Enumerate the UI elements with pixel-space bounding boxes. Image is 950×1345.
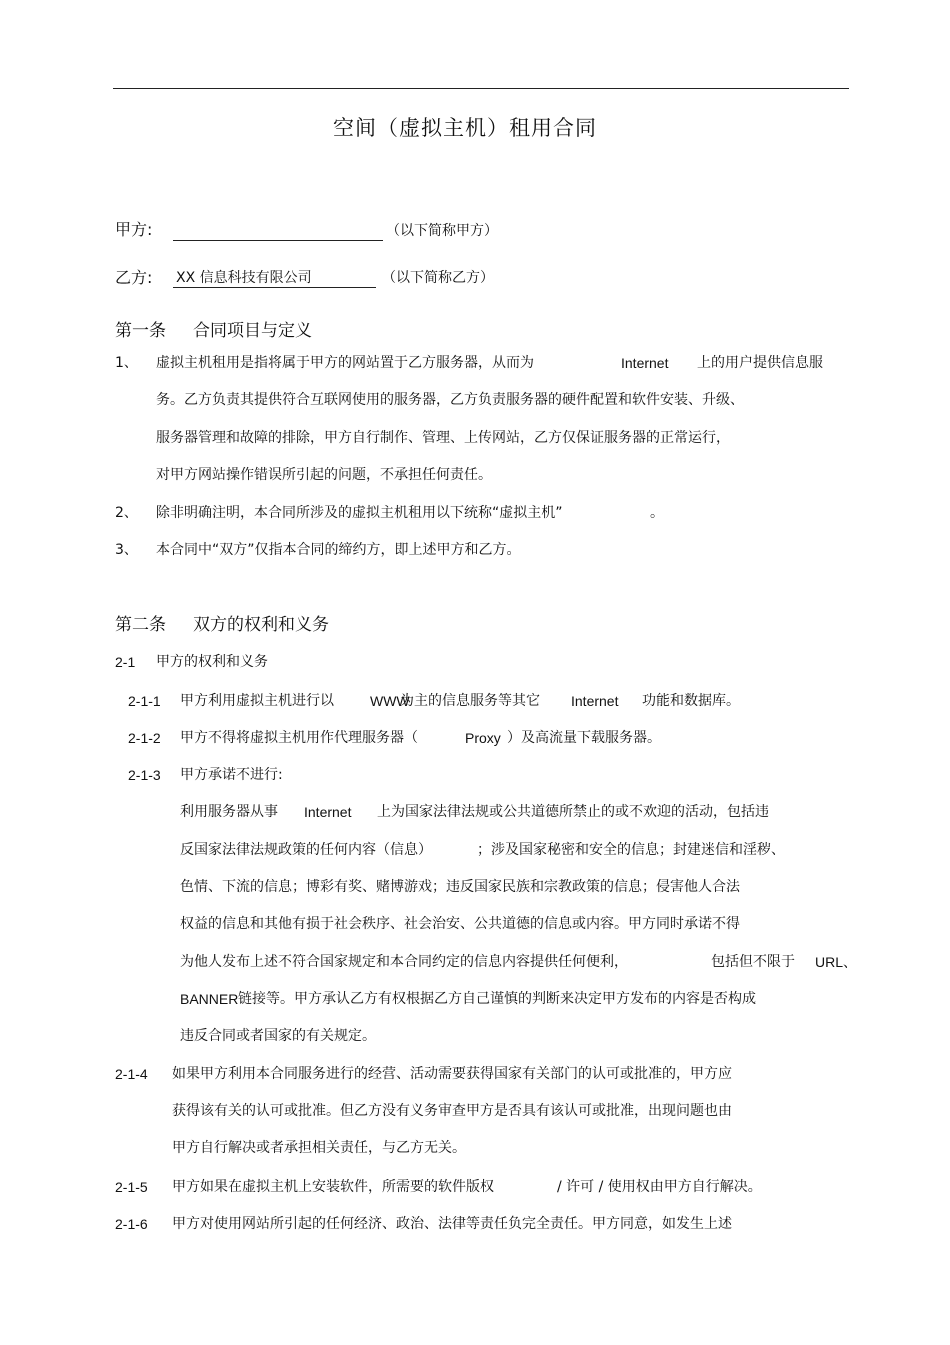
item-1-text-a: 虚拟主机租用是指将属于甲方的网站置于乙方服务器，从而为	[156, 355, 534, 371]
clause-2-1-5-number: 2-1-5	[115, 1179, 148, 1195]
clause-2-1-1-text-e: 功能和数据库。	[642, 693, 740, 709]
clause-2-1-3-line-7: 违反合同或者国家的有关规定。	[180, 1028, 376, 1044]
party-b-underline	[173, 287, 376, 288]
section-2-1-title: 甲方的权利和义务	[156, 654, 268, 670]
item-2-text: 除非明确注明，本合同所涉及的虚拟主机租用以下统称“虚拟主机”	[156, 505, 563, 521]
clause-2-1-3-line-4: 权益的信息和其他有损于社会秩序、社会治安、公共道德的信息或内容。甲方同时承诺不得	[180, 916, 740, 932]
clause-2-1-5-text-b: / 许可 / 使用权由甲方自行解决。	[557, 1179, 762, 1195]
item-3-text: 本合同中“双方”仅指本合同的缔约方，即上述甲方和乙方。	[156, 542, 521, 558]
clause-2-1-2-text-b: Proxy	[465, 730, 501, 746]
clause-2-1-3-line-6a: BANNER	[180, 991, 239, 1007]
party-b-label: 乙方:	[115, 268, 153, 287]
clause-2-1-3-line-5c: URL、	[815, 954, 858, 970]
item-3-number: 3、	[115, 542, 138, 558]
clause-2-1-1-number: 2-1-1	[128, 693, 161, 709]
item-1-line-2: 务。乙方负责其提供符合互联网使用的服务器，乙方负责服务器的硬件配置和软件安装、升级、	[156, 392, 744, 408]
clause-2-1-4-number: 2-1-4	[115, 1066, 148, 1082]
clause-2-1-4-line-2: 获得该有关的认可或批准。但乙方没有义务审查甲方是否具有该认可或批准，出现问题也由	[172, 1103, 732, 1119]
clause-2-1-3-line-1b: Internet	[304, 804, 352, 820]
article-2-title: 双方的权利和义务	[193, 615, 329, 635]
party-a-suffix: （以下简称甲方）	[386, 223, 498, 239]
item-1-line-3: 服务器管理和故障的排除，甲方自行制作、管理、上传网站，乙方仅保证服务器的正常运行，	[156, 430, 730, 446]
party-b-suffix: （以下简称乙方）	[382, 270, 494, 286]
item-2-period: 。	[650, 505, 664, 521]
party-a-blank-line	[173, 240, 383, 241]
clause-2-1-4-line-3: 甲方自行解决或者承担相关责任，与乙方无关。	[172, 1140, 466, 1156]
clause-2-1-1-text-d: Internet	[571, 693, 619, 709]
clause-2-1-3-line-1c: 上为国家法律法规或公共道德所禁止的或不欢迎的活动，包括违	[377, 804, 769, 820]
item-1-number: 1、	[115, 355, 138, 371]
clause-2-1-3-line-3: 色情、下流的信息；博彩有奖、赌博游戏；违反国家民族和宗教政策的信息；侵害他人合法	[180, 879, 740, 895]
item-1-text-b: Internet	[621, 355, 669, 371]
clause-2-1-3-number: 2-1-3	[128, 767, 161, 783]
clause-2-1-3-lead: 甲方承诺不进行:	[180, 767, 283, 783]
clause-2-1-3-line-2b: ；涉及国家秘密和安全的信息；封建迷信和淫秽、	[477, 842, 785, 858]
article-1-number: 第一条	[115, 321, 166, 341]
clause-2-1-6-line-1: 甲方对使用网站所引起的任何经济、政治、法律等责任负完全责任。甲方同意，如发生上述	[172, 1216, 732, 1232]
clause-2-1-2-number: 2-1-2	[128, 730, 161, 746]
clause-2-1-3-line-5a: 为他人发布上述不符合国家规定和本合同约定的信息内容提供任何便利，	[180, 954, 628, 970]
clause-2-1-1-text-c: 为主的信息服务等其它	[400, 693, 540, 709]
party-b-value: XX 信息科技有限公司	[176, 270, 312, 286]
article-2-number: 第二条	[115, 615, 166, 635]
party-a-label: 甲方:	[115, 220, 153, 239]
clause-2-1-6-number: 2-1-6	[115, 1216, 148, 1232]
clause-2-1-3-line-1a: 利用服务器从事	[180, 804, 278, 820]
clause-2-1-1-text-a: 甲方利用虚拟主机进行以	[180, 693, 334, 709]
clause-2-1-3-line-2a: 反国家法律法规政策的任何内容（信息）	[180, 842, 432, 858]
item-2-number: 2、	[115, 505, 138, 521]
clause-2-1-4-line-1: 如果甲方利用本合同服务进行的经营、活动需要获得国家有关部门的认可或批准的，甲方应	[172, 1066, 732, 1082]
clause-2-1-5-text-a: 甲方如果在虚拟主机上安装软件，所需要的软件版权	[172, 1179, 494, 1195]
header-rule	[113, 88, 849, 89]
item-1-line-4: 对甲方网站操作错误所引起的问题，不承担任何责任。	[156, 467, 492, 483]
clause-2-1-1-text-b: WWW	[370, 693, 410, 709]
section-2-1-number: 2-1	[115, 654, 136, 670]
article-1-title: 合同项目与定义	[193, 321, 312, 341]
clause-2-1-3-line-5b: 包括但不限于	[711, 954, 795, 970]
document-title: 空间（虚拟主机）租用合同	[333, 116, 597, 140]
clause-2-1-2-text-c: ）及高流量下载服务器。	[507, 730, 661, 746]
clause-2-1-3-line-6b: 链接等。甲方承认乙方有权根据乙方自己谨慎的判断来决定甲方发布的内容是否构成	[238, 991, 756, 1007]
clause-2-1-2-text-a: 甲方不得将虚拟主机用作代理服务器（	[180, 730, 418, 746]
item-1-text-c: 上的用户提供信息服	[697, 355, 823, 371]
